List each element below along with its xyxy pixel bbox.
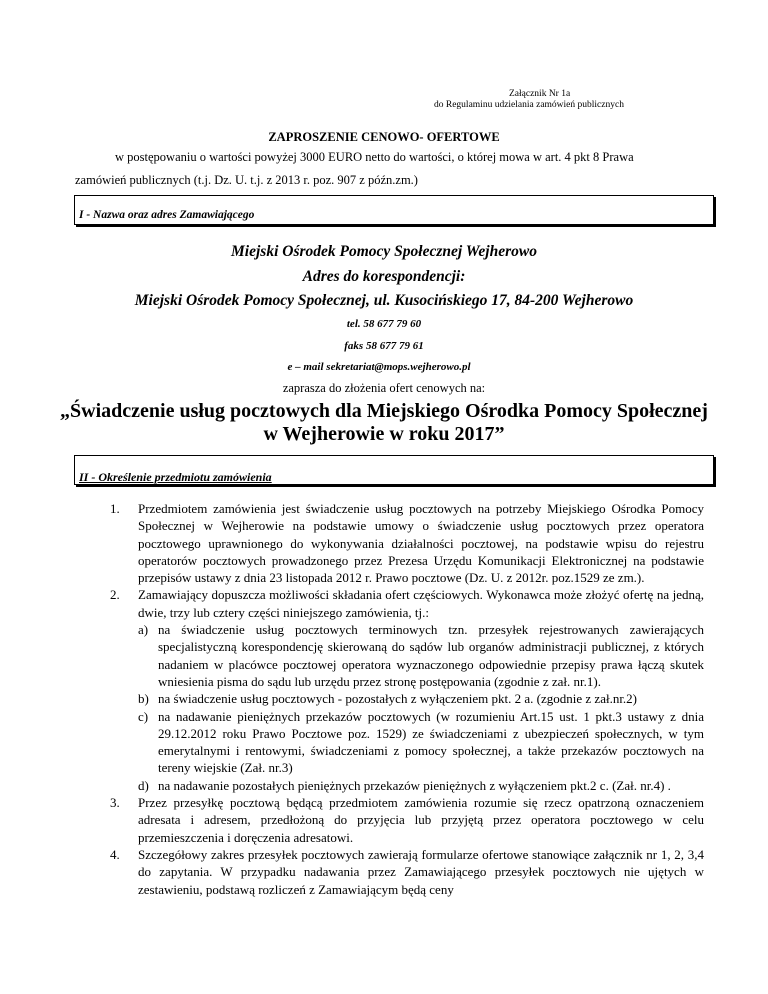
item-number: 4. bbox=[110, 846, 120, 862]
sub-list-item bbox=[138, 690, 704, 707]
sub-item-letter: b) bbox=[138, 691, 149, 707]
item-text: Przez przesyłkę pocztową będącą przedmiotem zamówienia rozumie się rzecz opatrzoną oznaczeniem adresata i adresem, przedłożoną do przyjęcia lub przyjętą przez operatora pocztowego w celu przemieszczenia i doręczenia adresatowi. bbox=[138, 795, 704, 845]
invites-line: zaprasza do złożenia ofert cenowych na: bbox=[282, 381, 486, 395]
section-2-body bbox=[108, 500, 704, 898]
sub-item-text: na świadczenie usług pocztowych - pozostałych z wyłączeniem pkt. 2 a. (zgodnie z zał.nr.2) bbox=[158, 691, 638, 707]
section-1-box bbox=[74, 195, 714, 225]
invitation-title: ZAPROSZENIE CENOWO- OFERTOWE bbox=[268, 130, 500, 144]
section-1-heading: I - Nazwa oraz adres Zamawiającego bbox=[79, 209, 255, 221]
item-number: 2. bbox=[110, 587, 120, 603]
sub-item-text: na nadawanie pozostałych pieniężnych przekazów pieniężnych z wyłączeniem pkt.2 c. (Zał. nr.4) . bbox=[158, 777, 671, 793]
contracting-fax: faks 58 677 79 61 bbox=[344, 340, 424, 352]
item-number: 3. bbox=[110, 795, 120, 811]
contracting-address: Miejski Ośrodek Pomocy Społecznej, ul. Kusocińskiego 17, 84-200 Wejherowo bbox=[134, 292, 634, 309]
sub-items-list bbox=[138, 621, 704, 794]
item-number: 1. bbox=[110, 501, 120, 516]
list-item bbox=[108, 794, 704, 846]
items-list bbox=[108, 500, 704, 898]
subject-title-line1: „Świadczenie usług pocztowych dla Miejskiego Ośrodka Pomocy Społecznej bbox=[60, 400, 708, 422]
sub-list-item bbox=[138, 777, 704, 794]
sub-list-item bbox=[138, 708, 704, 777]
sub-item-letter: d) bbox=[138, 777, 149, 793]
item-text: Szczegółowy zakres przesyłek pocztowych zawierają formularze ofertowe stanowiące załącznik nr 1, 2, 3,4 do zapytania. W przypadku nadawania przez Zamawiającego przesyłek pocztowych nie ujętych w zestawieniu, podstawą rozliczeń z Zamawiającym będą ceny bbox=[138, 846, 704, 897]
subject-title bbox=[0, 400, 768, 446]
sub-item-text: na świadczenie usług pocztowych terminowych tzn. przesyłek rejestrowanych zawierających specjalistyczną korespondencję skierowaną do sądów lub organów administracji publicznej, z których nadaniem w placówce pocztowej operatora wyznaczonego odpowiednie przepisy prawa łączą skutek wniesienia pisma do sądu lub urzędu przez stronę postępowania (zgodnie z zał. nr.1). bbox=[158, 622, 704, 689]
item-text: Przedmiotem zamówienia jest świadczenie usług pocztowych na potrzeby Miejskiego Ośrodka Pomocy Społecznej w Wejherowie na podstawie umowy o świadczenie usług pocztowych przez operatora pocztowego uprawnionego do wykonywania działalności pocztowej, na podstawie wpisu do rejestru operatorów pocztowych prowadzonego przez Prezesa Urzędu Komunikacji Elektronicznej na podstawie przepisów ustawy z dnia 23 listopada 2012 r. Prawo pocztowe (Dz. U. z 2012r. poz.1529 ze zm.). bbox=[138, 501, 704, 586]
section-2-box bbox=[74, 455, 714, 485]
sub-item-letter: a) bbox=[138, 622, 149, 638]
contracting-phone: tel. 58 677 79 60 bbox=[346, 318, 422, 330]
section-2-heading: II - Określenie przedmiotu zamówienia bbox=[79, 470, 272, 484]
sub-item-letter: c) bbox=[138, 708, 149, 724]
item-text: Zamawiający dopuszcza możliwości składania ofert częściowych. Wykonawca może złożyć ofertę na jedną, dwie, trzy lub cztery części niniejszego zamówienia, tj.: bbox=[138, 587, 704, 620]
list-item bbox=[108, 500, 704, 586]
annex-reference: do Regulaminu udzielania zamówień publicznych bbox=[434, 100, 624, 110]
address-label: Adres do korespondencji: bbox=[302, 268, 466, 285]
contracting-email: e – mail sekretariat@mops.wejherowo.pl bbox=[287, 361, 471, 373]
list-item bbox=[108, 846, 704, 898]
subject-title-line2: w Wejherowie w roku 2017” bbox=[263, 423, 505, 445]
invitation-intro-line1: w postępowaniu o wartości powyżej 3000 EURO netto do wartości, o której mowa w art. 4 pkt 8 Prawa bbox=[115, 150, 634, 164]
invitation-intro-line2: zamówień publicznych (t.j. Dz. U. t.j. z 2013 r. poz. 907 z późn.zm.) bbox=[75, 173, 418, 187]
list-item bbox=[108, 586, 704, 794]
annex-number: Załącznik Nr 1a bbox=[509, 89, 571, 99]
sub-list-item bbox=[138, 621, 704, 690]
contracting-name: Miejski Ośrodek Pomocy Społecznej Wejherowo bbox=[231, 243, 537, 260]
sub-item-text: na nadawanie pieniężnych przekazów pocztowych (w rozumieniu Art.15 ust. 1 pkt.3 ustawy z dnia 29.12.2012 roku Prawo Pocztowe poz. 1529) ze świadczeniami z ubezpieczeń społecznych, w tym emerytalnymi i rentowymi, świadczeniami z pomocy społecznej, a także przekazów pocztowych na tereny wiejskie (Zał. nr.3) bbox=[158, 708, 704, 776]
